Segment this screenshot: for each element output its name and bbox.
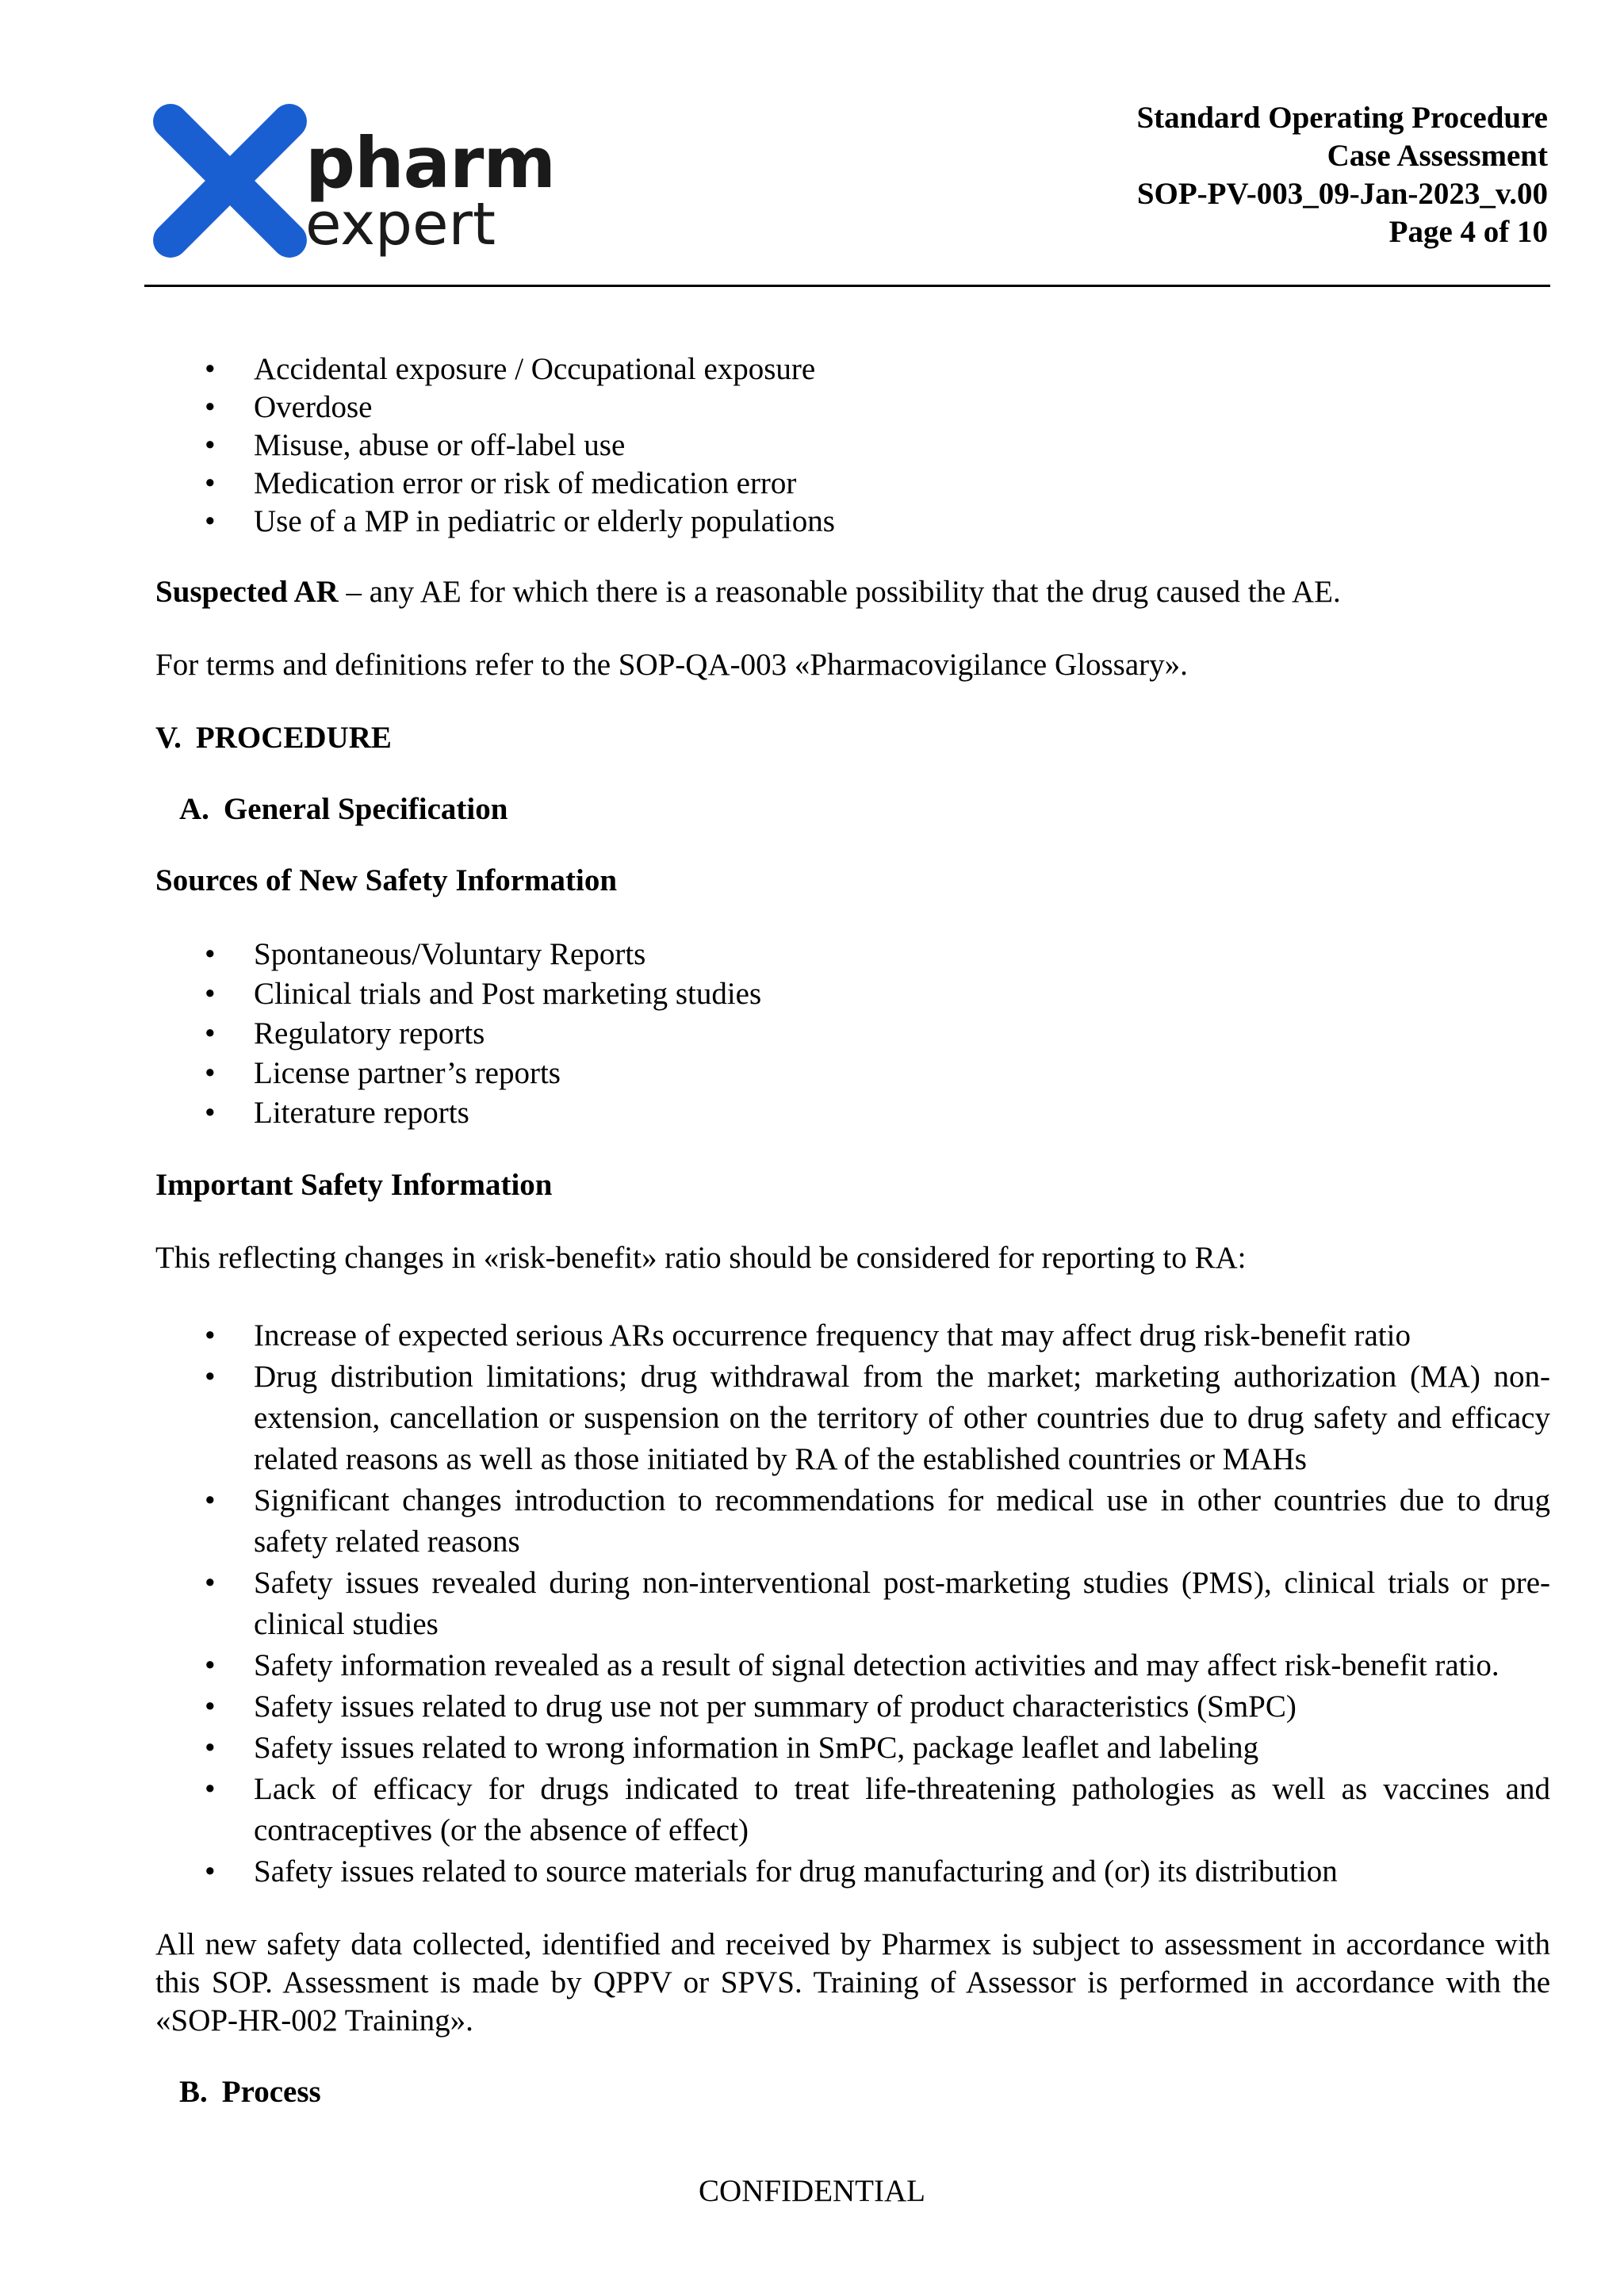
terms-reference: For terms and definitions refer to the SOP-QA-003 «Pharmacovigilance Glossary». <box>155 648 1188 682</box>
list-item: • Safety issues related to drug use not per summary of product characteristics (SmPC) <box>155 1686 1550 1728</box>
list-item: • Use of a MP in pediatric or elderly populations <box>155 503 1550 541</box>
list-item: • Lack of efficacy for drugs indicated to treat life-threatening pathologies as well as vaccines and contraceptives (or the absence of effect) <box>155 1769 1550 1851</box>
list-item: • Accidental exposure / Occupational exposure <box>155 350 1550 388</box>
suspected-ar-text: – any AE for which there is a reasonable possibility that the drug caused the AE. <box>338 575 1341 609</box>
section-b-title: Process <box>221 2075 321 2109</box>
section-b-number: B. <box>179 2075 208 2109</box>
logo-x-shape <box>151 101 309 260</box>
list-item: • Drug distribution limitations; drug withdrawal from the market; marketing authorization (MA) non-extension, cancellation or suspension on the territory of other countries due to drug safety and efficacy related reasons as well as those initiated by RA of the established countries or MAHs <box>155 1357 1550 1480</box>
section-v-title: PROCEDURE <box>195 721 392 755</box>
sources-list <box>155 935 1550 1133</box>
logo-word-pharm: pharm <box>305 122 556 204</box>
section-v-number: V. <box>155 721 182 755</box>
doc-code: SOP-PV-003_09-Jan-2023_v.00 <box>1136 177 1548 211</box>
list-item: • Regulatory reports <box>155 1014 1550 1054</box>
important-safety-intro: This reflecting changes in «risk-benefit» ratio should be considered for reporting to RA: <box>155 1241 1247 1275</box>
section-a-heading <box>155 790 1550 828</box>
important-safety-heading: Important Safety Information <box>155 1168 553 1202</box>
list-item: • Safety issues related to source materials for drug manufacturing and (or) its distribution <box>155 1851 1550 1892</box>
page-number: Page 4 of 10 <box>1388 215 1548 249</box>
section-v-heading <box>155 719 1550 757</box>
suspected-ar-definition <box>155 573 1550 611</box>
section-a-number: A. <box>179 792 209 826</box>
header-divider <box>144 285 1550 287</box>
company-logo <box>151 101 563 260</box>
section-a-title: General Specification <box>223 792 508 826</box>
sources-heading: Sources of New Safety Information <box>155 863 618 897</box>
logo-x-icon <box>151 101 309 260</box>
list-item: • Increase of expected serious ARs occurrence frequency that may affect drug risk-benefit ratio <box>155 1315 1550 1357</box>
document-body <box>155 350 1550 2111</box>
list-item: • Significant changes introduction to recommendations for medical use in other countries due to drug safety related reasons <box>155 1480 1550 1563</box>
logo-word-expert: expert <box>305 190 496 258</box>
list-item: • Literature reports <box>155 1093 1550 1133</box>
list-item: • License partner’s reports <box>155 1054 1550 1093</box>
assessment-paragraph: All new safety data collected, identified and received by Pharmex is subject to assessment in accordance with this SOP. Assessment is made by QPPV or SPVS. Training of Assessor is performed in accordance with the «SOP-HR-002 Training». <box>155 1927 1550 2038</box>
section-b-heading <box>155 2073 1550 2111</box>
list-item: • Safety information revealed as a result of signal detection activities and may affect risk-benefit ratio. <box>155 1645 1550 1686</box>
list-item: • Safety issues related to wrong information in SmPC, package leaflet and labeling <box>155 1728 1550 1769</box>
list-item: • Medication error or risk of medication error <box>155 465 1550 503</box>
list-item: • Misuse, abuse or off-label use <box>155 427 1550 465</box>
list-item: • Overdose <box>155 388 1550 427</box>
suspected-ar-term: Suspected AR <box>155 575 339 609</box>
document-header-info <box>834 99 1548 251</box>
confidential-footer: CONFIDENTIAL <box>699 2174 925 2208</box>
doc-type: Standard Operating Procedure <box>1136 101 1548 135</box>
list-item: • Clinical trials and Post marketing studies <box>155 974 1550 1014</box>
list-item: • Safety issues revealed during non-interventional post-marketing studies (PMS), clinical trials or pre-clinical studies <box>155 1563 1550 1645</box>
doc-title: Case Assessment <box>1327 139 1548 173</box>
special-situations-list <box>155 350 1550 541</box>
important-safety-list <box>155 1315 1550 1892</box>
list-item: • Spontaneous/Voluntary Reports <box>155 935 1550 974</box>
